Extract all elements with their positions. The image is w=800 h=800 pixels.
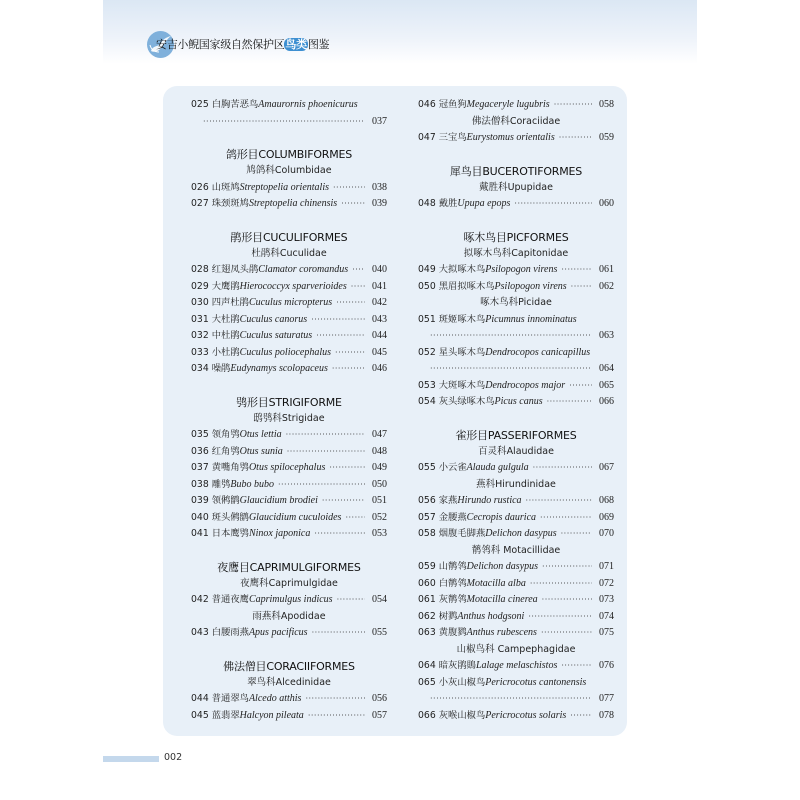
toc-entry[interactable]: 047 三宝鸟 Eurystomus orientalis ····· 059: [418, 130, 614, 147]
dot-leader: [286, 427, 365, 444]
family-heading: 拟啄木鸟科Capitonidae: [463, 247, 569, 259]
dot-leader: [569, 378, 592, 395]
toc-entry[interactable]: 048 戴胜 Upupa epops ····· 060: [418, 196, 614, 213]
toc-entry[interactable]: 053 大斑啄木鸟 Dendrocopos major ····· 065: [418, 378, 614, 395]
toc-entry[interactable]: 066 灰喉山椒鸟 Pericrocotus solaris ····· 078: [418, 708, 614, 725]
toc-entry[interactable]: 054 灰头绿啄木鸟 Picus canus ····· 066: [418, 394, 614, 411]
toc-entry-continued[interactable]: ····· 063: [418, 328, 614, 345]
toc-entry[interactable]: 058 烟腹毛脚燕 Delichon dasypus ····· 070: [418, 526, 614, 543]
dot-leader: [341, 196, 365, 213]
dot-leader: [314, 526, 365, 543]
family-heading: 雨燕科Apodidae: [252, 610, 326, 622]
order-heading: 鸮形目STRIGIFORME: [236, 395, 342, 409]
toc-entry[interactable]: 036 红角鸮 Otus sunia ····· 048: [191, 444, 387, 461]
family-heading: 戴胜科Upupidae: [479, 181, 553, 193]
toc-entry[interactable]: 064 暗灰鹃鵙 Lalage melaschistos ····· 076: [418, 658, 614, 675]
toc-entry[interactable]: 031 大杜鹃 Cuculus canorus ····· 043: [191, 312, 387, 329]
dot-leader: [311, 312, 365, 329]
toc-entry-continued[interactable]: ····· 037: [191, 114, 387, 131]
family-heading: 燕科Hirundinidae: [476, 478, 556, 490]
toc-entry[interactable]: 033 小杜鹃 Cuculus poliocephalus ····· 045: [191, 345, 387, 362]
family-heading: 夜鹰科Caprimulgidae: [240, 577, 338, 589]
dot-leader: [351, 279, 365, 296]
family-heading: 杜鹃科Cuculidae: [251, 247, 327, 259]
toc-entry[interactable]: 065 小灰山椒鸟 Pericrocotus cantonensis: [418, 676, 587, 688]
dot-leader: [542, 559, 592, 576]
toc-entry[interactable]: 025 白胸苦恶鸟 Amaurornis phoenicurus: [191, 99, 358, 110]
family-heading: 鸱鸮科Strigidae: [253, 412, 325, 424]
dot-leader: [561, 658, 592, 675]
dot-leader: [430, 691, 592, 708]
toc-entry[interactable]: 039 领鸺鹠 Glaucidium brodiei ····· 051: [191, 493, 387, 510]
toc-entry[interactable]: 050 黑眉拟啄木鸟 Psilopogon virens ····· 062: [418, 279, 614, 296]
dot-leader: [203, 114, 365, 131]
dot-leader: [561, 262, 592, 279]
dot-leader: [528, 609, 592, 626]
order-heading: 鹃形目CUCULIFORMES: [230, 230, 348, 244]
dot-leader: [541, 625, 592, 642]
toc-entry-continued[interactable]: ····· 077: [418, 691, 614, 708]
order-heading: 雀形目PASSERIFORMES: [455, 428, 577, 442]
dot-leader: [352, 262, 365, 279]
dot-leader: [561, 526, 592, 543]
toc-entry[interactable]: 026 山斑鸠 Streptopelia orientalis ····· 038: [191, 180, 387, 197]
toc-entry[interactable]: 052 星头啄木鸟 Dendrocopos canicapillus: [418, 346, 591, 358]
family-heading: 鸠鸽科Columbidae: [246, 165, 332, 176]
toc-entry[interactable]: 055 小云雀 Alauda gulgula ····· 067: [418, 460, 614, 477]
toc-entry[interactable]: 041 日本鹰鸮 Ninox japonica ····· 053: [191, 526, 387, 543]
family-heading: 山椒鸟科 Campephagidae: [456, 643, 576, 655]
dot-leader: [526, 493, 592, 510]
dot-leader: [559, 130, 592, 147]
order-heading: 佛法僧目CORACIIFORMES: [223, 659, 355, 673]
header-banner: [103, 0, 697, 64]
toc-entry[interactable]: 038 雕鸮 Bubo bubo ····· 050: [191, 477, 387, 494]
dot-leader: [530, 576, 592, 593]
dot-leader: [430, 361, 592, 378]
dot-leader: [540, 510, 592, 527]
dot-leader: [278, 477, 365, 494]
toc-entry[interactable]: 034 噪鹃 Eudynamys scolopaceus ····· 046: [191, 361, 387, 378]
toc-entry[interactable]: 029 大鹰鹃 Hierococcyx sparverioides ····· 041: [191, 279, 387, 296]
dot-leader: [570, 708, 592, 725]
family-heading: 百灵科Alaudidae: [478, 445, 554, 457]
toc-entry[interactable]: 028 红翅凤头鹃 Clamator coromandus ····· 040: [191, 262, 387, 279]
toc-entry[interactable]: 056 家燕 Hirundo rustica ····· 068: [418, 493, 614, 510]
dot-leader: [335, 345, 365, 362]
toc-entry[interactable]: 062 树鹨 Anthus hodgsoni ····· 074: [418, 609, 614, 626]
dot-leader: [547, 394, 592, 411]
title-suffix: 图鉴: [307, 38, 330, 51]
toc-entry[interactable]: 061 灰鹡鸰 Motacilla cinerea ····· 073: [418, 592, 614, 609]
dot-leader: [308, 708, 365, 725]
dot-leader: [571, 279, 592, 296]
toc-entry-continued[interactable]: ····· 064: [418, 361, 614, 378]
toc-entry[interactable]: 027 珠颈斑鸠 Streptopelia chinensis ····· 039: [191, 196, 387, 213]
title-text: 安吉小鲵国家级自然保护区: [156, 38, 285, 51]
toc-entry[interactable]: 040 斑头鸺鹠 Glaucidium cuculoides ····· 052: [191, 510, 387, 527]
toc-entry[interactable]: 035 领角鸮 Otus lettia ····· 047: [191, 427, 387, 444]
dot-leader: [336, 295, 365, 312]
toc-left-column: [191, 97, 387, 724]
toc-entry[interactable]: 060 白鹡鸰 Motacilla alba ····· 072: [418, 576, 614, 593]
toc-entry[interactable]: 046 冠鱼狗 Megaceryle lugubris ····· 058: [418, 97, 614, 114]
book-title: [156, 38, 329, 51]
dot-leader: [329, 460, 365, 477]
toc-entry[interactable]: 043 白腰雨燕 Apus pacificus ····· 055: [191, 625, 387, 642]
dot-leader: [514, 196, 592, 213]
page-number: 002: [164, 752, 183, 763]
toc-entry[interactable]: 042 普通夜鹰 Caprimulgus indicus ····· 054: [191, 592, 387, 609]
order-heading: 犀鸟目BUCEROTIFORMES: [449, 164, 583, 178]
dot-leader: [337, 592, 365, 609]
dot-leader: [554, 97, 592, 114]
dot-leader: [542, 592, 592, 609]
family-heading: 翠鸟科Alcedinidae: [247, 676, 331, 688]
toc-entry[interactable]: 057 金腰燕 Cecropis daurica ····· 069: [418, 510, 614, 527]
toc-entry[interactable]: 059 山鹡鸰 Delichon dasypus ····· 071: [418, 559, 614, 576]
toc-entry[interactable]: 063 黄腹鹨 Anthus rubescens ····· 075: [418, 625, 614, 642]
toc-entry[interactable]: 045 蓝翡翠 Halcyon pileata ····· 057: [191, 708, 387, 725]
order-heading: 啄木鸟目PICFORMES: [463, 230, 569, 244]
toc-entry[interactable]: 044 普通翠鸟 Alcedo atthis ····· 056: [191, 691, 387, 708]
family-heading: 啄木鸟科Picidae: [480, 297, 552, 308]
toc-right-column: [418, 97, 614, 724]
toc-entry[interactable]: 030 四声杜鹃 Cuculus micropterus ····· 042: [191, 295, 387, 312]
dot-leader: [312, 625, 365, 642]
toc-entry[interactable]: 051 斑姬啄木鸟 Picumnus innominatus: [418, 313, 577, 325]
order-heading: 夜鹰目CAPRIMULGIFORMES: [217, 560, 361, 574]
title-highlight: 鸟类: [285, 38, 307, 51]
dot-leader: [333, 180, 365, 197]
family-heading: 鹡鸰科 Motacillidae: [471, 544, 561, 556]
dot-leader: [287, 444, 365, 461]
dot-leader: [430, 328, 592, 345]
toc-entry[interactable]: 032 中杜鹃 Cuculus saturatus ····· 044: [191, 328, 387, 345]
dot-leader: [305, 691, 365, 708]
toc-entry[interactable]: 049 大拟啄木鸟 Psilopogon virens ····· 061: [418, 262, 614, 279]
toc-entry[interactable]: 037 黄嘴角鸮 Otus spilocephalus ····· 049: [191, 460, 387, 477]
order-heading: 鸽形目COLUMBIFORMES: [225, 148, 353, 161]
dot-leader: [332, 361, 365, 378]
dot-leader: [533, 460, 592, 477]
dot-leader: [322, 493, 365, 510]
dot-leader: [316, 328, 365, 345]
dot-leader: [345, 510, 365, 527]
family-heading: 佛法僧科Coraciidae: [471, 115, 561, 127]
footer-decor-bar: [103, 756, 159, 762]
